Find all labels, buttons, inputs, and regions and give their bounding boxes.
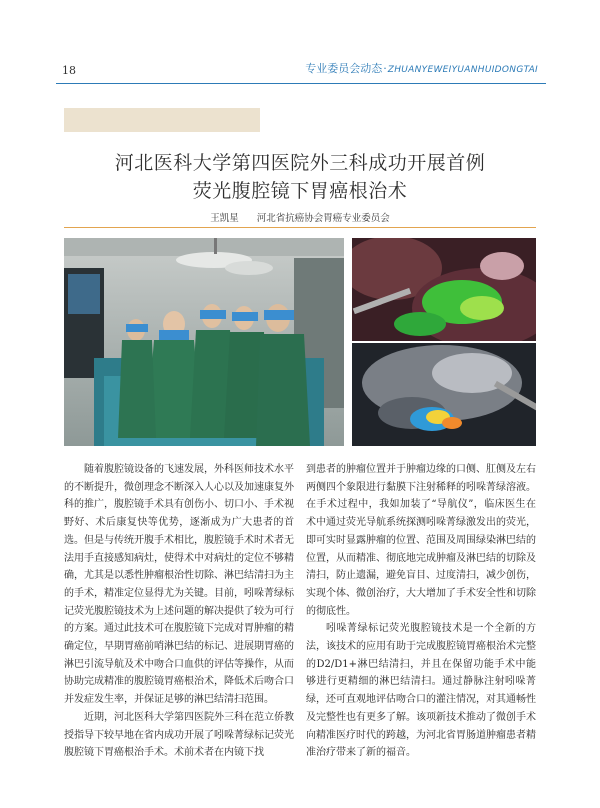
fluorescence-laparoscopy-image-2 [352,343,536,446]
paragraph: 近期，河北医科大学第四医院外三科在范立侨教授指导下较早地在省内成功开展了吲哚菁绿标记荧光腹腔镜下胃癌根治手术。术前术者在内镜下找 [64,711,294,759]
byline [0,210,600,224]
paragraph: 随着腹腔镜设备的飞速发展，外科医师技术水平的不断提升，微创理念不断深入人心以及加速康复外科的推广，腹腔镜手术具有创伤小、切口小、手术视野好、术后康复快等优势，逐渐成为广大患者的首选。但是与传统开腹手术相比，腹腔镜手术时术者无法用手直接感知病灶，使得术中对病灶的定位不够精确，尤其是以悉性肿瘤根治性切除、淋巴结清扫为主的手术，精准定位显得尤为关键。目前，吲哚菁绿标记荧光腹腔镜技术为上述问题的解决提供了较为可行的方案。通过此技术可在腹腔镜下完成对胃肿瘤的精确定位，早期胃癌前哨淋巴结的标记、进展期胃癌的淋巴引流导航及术中吻合口血供的评估等操作，从而协助完成精准的腹腔镜胃癌根治术，降低术后吻合口并发症发生率，并保证足够的淋巴结清扫范围。 [64,464,294,706]
fluorescence-laparoscopy-image-1 [352,238,536,341]
section-title-en: ZHUANYEWEIYUANHUIDONGTAI [387,65,538,75]
section-separator: · [383,62,387,75]
title-rule [64,227,536,228]
section-title-cn: 专业委员会动态 [305,62,383,75]
body-column-right [306,461,536,762]
author-name: 王凯星 [210,213,239,224]
article-title-line2: 荧光腹腔镜下胃癌根治术 [192,180,408,202]
operating-room-photo [64,238,344,446]
author-affiliation: 河北省抗癌协会胃癌专业委员会 [256,213,390,224]
header-rule [56,83,546,84]
page-number: 18 [62,64,76,77]
decorative-banner-block [64,108,260,132]
paragraph: 吲哚菁绿标记荧光腹腔镜技术是一个全新的方法，该技术的应用有助于完成腹腔镜胃癌根治术完整的D2/D1+淋巴结清扫，并且在保留功能手术中能够进行更精细的淋巴结清扫。通过静脉注射吲哚菁绿，还可直观地评估吻合口的灌注情况，对其通畅性及完整性也有更多了解。该项新技术推动了微创手术向精准医疗时代的跨越，为河北省胃肠道肿瘤患者精准治疗带来了新的福音。 [306,623,536,759]
paragraph: 到患者的肿瘤位置并于肿瘤边缘的口侧、肛侧及左右两侧四个象限进行黏膜下注射稀释的吲哚菁绿溶液。在手术过程中，我如加装了“导航仪”，临床医生在术中通过荧光导航系统探测吲哚菁绿激发出的荧光，即可实时显露肿瘤的位置、范围及周围绿染淋巴结的位置，从而精准、彻底地完成肿瘤及淋巴结的切除及清扫，防止遗漏，避免盲目、过度清扫，减少创伤，实现个体、微创治疗，大大增加了手术安全性和切除的彻底性。 [306,464,536,617]
article-title-line1: 河北医科大学第四医院外三科成功开展首例 [114,152,486,174]
section-header [305,60,538,76]
body-column-left [64,461,294,762]
